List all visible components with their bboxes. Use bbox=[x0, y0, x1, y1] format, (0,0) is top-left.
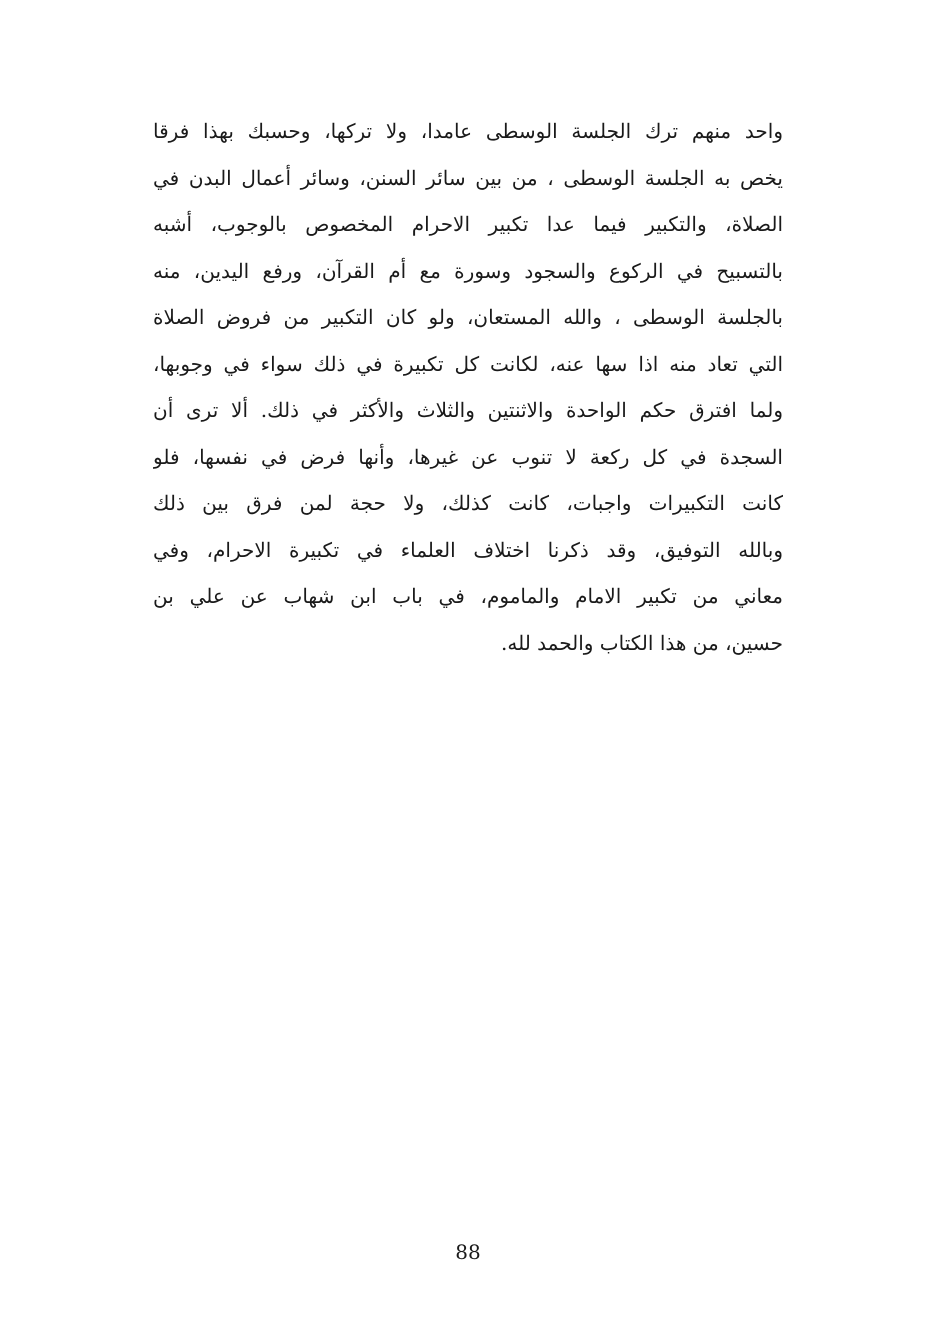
text-line: الصلاة، والتكبير فيما عدا تكبير الاحرام المخصوص بالوجوب، أشبه bbox=[153, 212, 783, 236]
page-number: 88 bbox=[455, 1240, 481, 1264]
text-line: كانت التكبيرات واجبات، كانت كذلك، ولا حجة لمن فرق بين ذلك bbox=[153, 491, 783, 515]
text-line: السجدة في كل ركعة لا تنوب عن غيرها، وأنها فرض في نفسها، فلو bbox=[153, 444, 783, 469]
text-line: حسين، من هذا الكتاب والحمد لله. bbox=[501, 630, 783, 655]
text-line: بالتسبيح في الركوع والسجود وسورة مع أم القرآن، ورفع اليدين، منه bbox=[153, 258, 783, 283]
text-line: يخص به الجلسة الوسطى ، من بين سائر السنن، وسائر أعمال البدن في bbox=[153, 165, 783, 190]
text-line: التي تعاد منه اذا سها عنه، لكانت كل تكبيرة في ذلك سواء في وجوبها، bbox=[153, 351, 783, 376]
text-line: ولما افترق حكم الواحدة والاثنتين والثلاث والأكثر في ذلك. ألا ترى أن bbox=[153, 398, 783, 422]
text-line: بالجلسة الوسطى ، والله المستعان، ولو كان التكبير من فروض الصلاة bbox=[153, 305, 783, 329]
text-line: واحد منهم ترك الجلسة الوسطى عامدا، ولا تركها، وحسبك بهذا فرقا bbox=[153, 119, 783, 143]
body-text bbox=[153, 108, 783, 666]
text-line: وبالله التوفيق، وقد ذكرنا اختلاف العلماء في تكبيرة الاحرام، وفي bbox=[153, 537, 783, 562]
text-line: معاني من تكبير الامام والماموم، في باب ابن شهاب عن علي بن bbox=[153, 584, 783, 608]
